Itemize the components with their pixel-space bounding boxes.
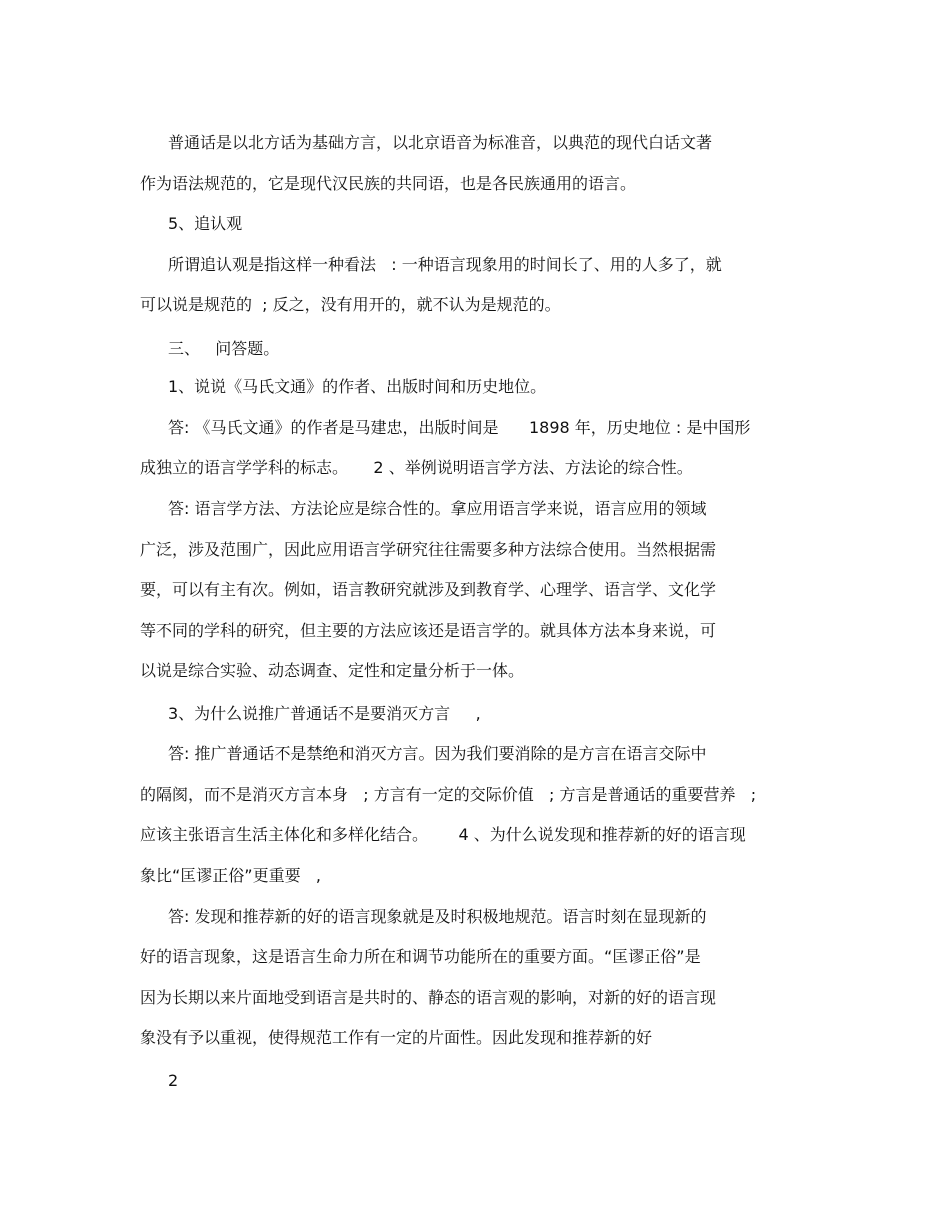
text-line-17: 的隔阂，而不是消灭方言本身 ; 方言有一定的交际价值 ; 方言是普通话的重要营养 ; xyxy=(140,785,757,804)
text-line-11: 广泛，涉及范围广，因此应用语言学研究往往需要多种方法综合使用。当然根据需 xyxy=(140,540,717,559)
text-line-19: 象比“匡谬正俗”更重要 , xyxy=(140,866,321,885)
text-line-10: 答: 语言学方法、方法论应是综合性的。拿应用语言学来说，语言应用的领域 xyxy=(168,499,707,518)
text-line-23: 象没有予以重视，使得规范工作有一定的片面性。因此发现和推荐新的好 xyxy=(140,1028,653,1047)
text-line-12: 要，可以有主有次。例如，语言教研究就涉及到教育学、心理学、语言学、文化学 xyxy=(140,580,717,599)
text-line-5: 可以说是规范的 ; 反之，没有用开的，就不认为是规范的。 xyxy=(140,295,561,314)
text-line-8: 答: 《马氏文通》的作者是马建忠，出版时间是 1898 年，历史地位 : 是中国形 xyxy=(168,418,751,437)
text-line-2: 作为语法规范的，它是现代汉民族的共同语，也是各民族通用的语言。 xyxy=(140,174,637,193)
text-line-4: 所谓追认观是指这样一种看法 : 一种语言现象用的时间长了、用的人多了，就 xyxy=(168,255,722,274)
text-line-1: 普通话是以北方话为基础方言，以北京语音为标准音，以典范的现代白话文著 xyxy=(168,133,713,152)
text-line-18: 应该主张语言生活主体化和多样化结合。 4 、为什么说发现和推荐新的好的语言现 xyxy=(140,825,746,844)
text-line-21: 好的语言现象，这是语言生命力所在和调节功能所在的重要方面。“匡谬正俗”是 xyxy=(140,947,701,966)
page-number: 2 xyxy=(168,1071,179,1090)
text-line-3: 5、追认观 xyxy=(168,214,243,233)
question-3: 3、为什么说推广普通话不是要消灭方言 , xyxy=(168,704,481,723)
text-line-9: 成独立的语言学学科的标志。 2 、举例说明语言学方法、方法论的综合性。 xyxy=(140,458,693,477)
question-1: 1、说说《马氏文通》的作者、出版时间和历史地位。 xyxy=(168,377,547,396)
text-line-20: 答: 发现和推荐新的好的语言现象就是及时积极地规范。语言时刻在显现新的 xyxy=(168,907,707,926)
section-heading: 三、 问答题。 xyxy=(168,339,280,358)
text-line-13: 等不同的学科的研究，但主要的方法应该还是语言学的。就具体方法本身来说，可 xyxy=(140,621,717,640)
text-line-14: 以说是综合实验、动态调查、定性和定量分析于一体。 xyxy=(140,661,525,680)
text-line-22: 因为长期以来片面地受到语言是共时的、静态的语言观的影响，对新的好的语言现 xyxy=(140,988,717,1007)
text-line-16: 答: 推广普通话不是禁绝和消灭方言。因为我们要消除的是方言在语言交际中 xyxy=(168,744,707,763)
